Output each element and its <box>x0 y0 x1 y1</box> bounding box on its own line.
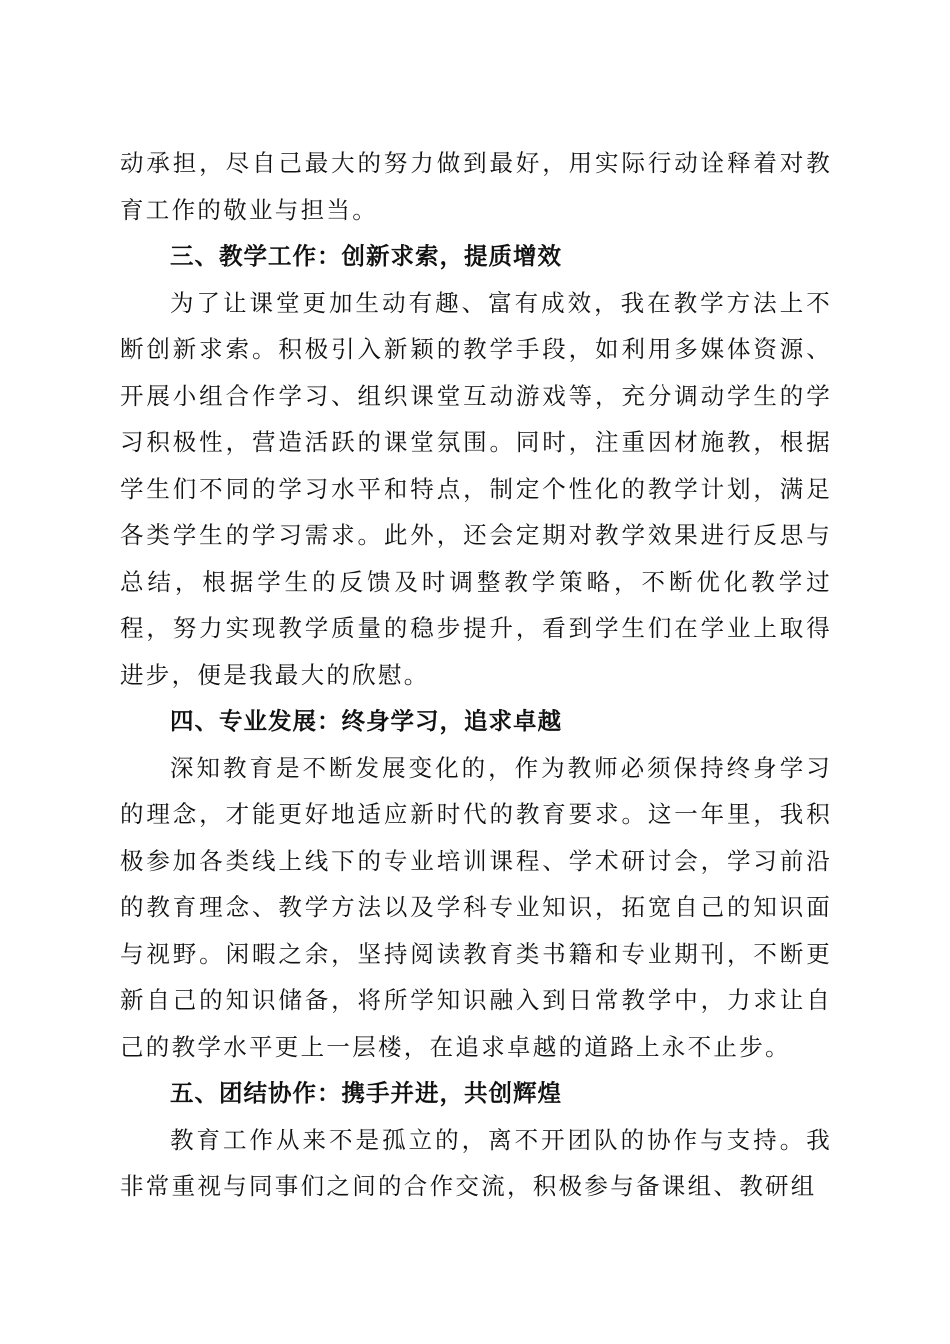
section-heading-teamwork: 五、团结协作：携手并进，共创辉煌 <box>170 1079 562 1107</box>
section-paragraph-teamwork: 教育工作从来不是孤立的，离不开团队的协作与支持。我非常重视与同事们之间的合作交流，积极参与备课组、教研组 <box>120 1125 832 1200</box>
document-body <box>120 140 832 1210</box>
section-paragraph-teaching: 为了让课堂更加生动有趣、富有成效，我在教学方法上不断创新求索。积极引入新颖的教学手段，如利用多媒体资源、开展小组合作学习、组织课堂互动游戏等，充分调动学生的学习积极性，营造活跃的课堂氛围。同时，注重因材施教，根据学生们不同的学习水平和特点，制定个性化的教学计划，满足各类学生的学习需求。此外，还会定期对教学效果进行反思与总结，根据学生的反馈及时调整教学策略，不断优化教学过程，努力实现教学质量的稳步提升，看到学生们在学业上取得进步，便是我最大的欣慰。 <box>120 288 832 689</box>
section-paragraph-professional-development: 深知教育是不断发展变化的，作为教师必须保持终身学习的理念，才能更好地适应新时代的教育要求。这一年里，我积极参加各类线上线下的专业培训课程、学术研讨会，学习前沿的教育理念、教学方法以及学科专业知识，拓宽自己的知识面与视野。闲暇之余，坚持阅读教育类书籍和专业期刊，不断更新自己的知识储备，将所学知识融入到日常教学中，力求让自己的教学水平更上一层楼，在追求卓越的道路上永不止步。 <box>120 753 832 1061</box>
section-heading-teaching: 三、教学工作：创新求索，提质增效 <box>170 242 562 270</box>
continuation-paragraph: 动承担，尽自己最大的努力做到最好，用实际行动诠释着对教育工作的敬业与担当。 <box>120 149 832 224</box>
section-heading-professional-development: 四、专业发展：终身学习，追求卓越 <box>170 707 562 735</box>
